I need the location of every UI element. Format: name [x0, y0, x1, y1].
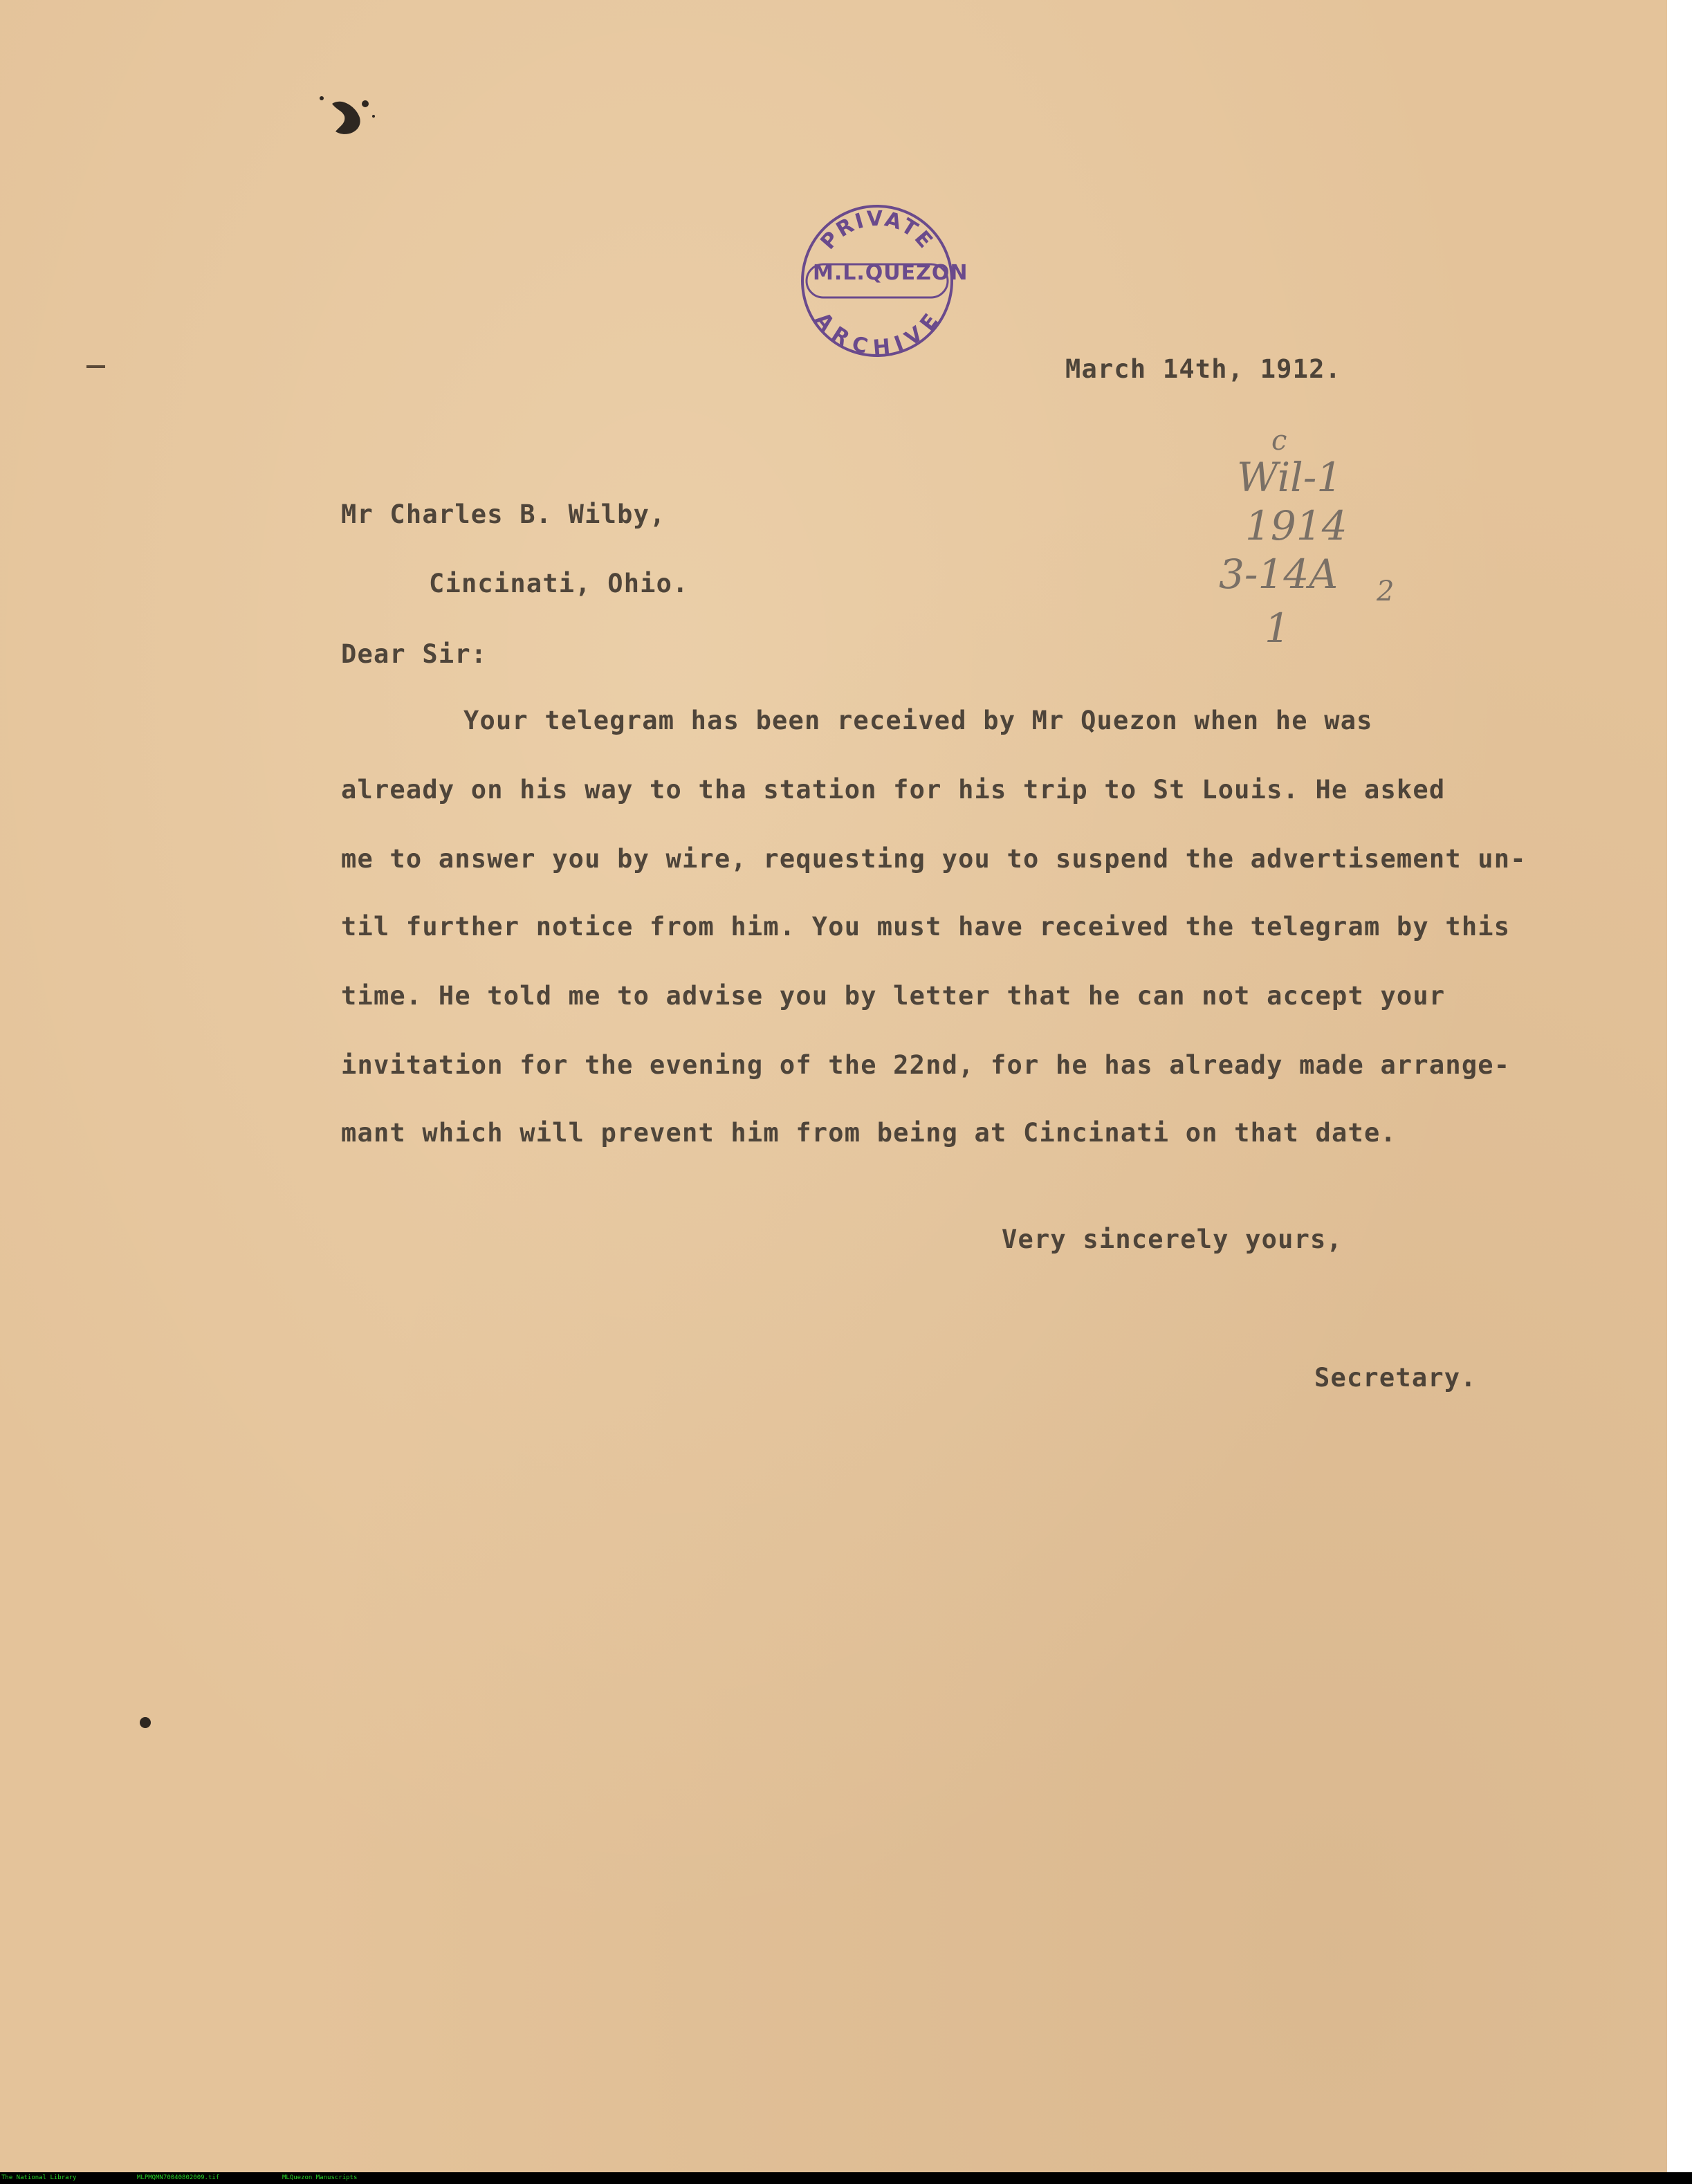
footer-collection: MLQuezon Manuscripts — [282, 2174, 358, 2181]
note-wil: Wil-1 — [1237, 454, 1343, 501]
body-line: invitation for the evening of the 22nd, for he has already made arrange- — [341, 1050, 1511, 1080]
closing: Very sincerely yours, — [1002, 1224, 1343, 1254]
footer-library: The National Library — [1, 2174, 77, 2181]
body-line: time. He told me to advise you by letter that he can not accept your — [341, 981, 1446, 1011]
note-subscript: 2 — [1377, 576, 1395, 607]
note-year: 1914 — [1245, 502, 1348, 549]
recipient-name: Mr Charles B. Wilby, — [341, 499, 666, 529]
ink-spot — [304, 83, 394, 145]
handwritten-note — [1176, 415, 1466, 664]
svg-text:ARCHIVE — [810, 308, 945, 360]
stamp-bottom-text: ARCHIVE — [809, 307, 945, 360]
body-line: til further notice from him. You must have received the telegram by this — [341, 912, 1511, 942]
body-line: me to answer you by wire, requesting you to suspend the advertisement un- — [341, 844, 1527, 874]
stamp-center-text: M.L.QUEZON — [813, 261, 968, 285]
recipient-city: Cincinati, Ohio. — [429, 569, 689, 598]
body-line: already on his way to tha station for his trip to St Louis. He asked — [341, 775, 1446, 805]
signature-title: Secretary. — [1314, 1363, 1477, 1393]
body-line: mant which will prevent him from being at Cincinati on that date. — [341, 1118, 1397, 1148]
salutation: Dear Sir: — [341, 639, 488, 669]
footer-file-name: MLPMQMN70040802009.tif — [137, 2174, 220, 2181]
scan-margin — [1667, 0, 1692, 2172]
note-c: c — [1271, 425, 1287, 457]
scan-footer — [0, 2172, 1692, 2184]
body-line: Your telegram has been received by Mr Quezon when he was — [463, 706, 1373, 735]
note-ref: 3-14A — [1219, 551, 1339, 598]
svg-text:PRIVATE — [816, 207, 939, 255]
stamp-top-text: PRIVATE — [816, 206, 939, 255]
ink-dot — [131, 1709, 159, 1736]
letter-date: March 14th, 1912. — [1065, 354, 1342, 384]
stray-mark — [83, 360, 111, 374]
note-one: 1 — [1265, 605, 1290, 652]
